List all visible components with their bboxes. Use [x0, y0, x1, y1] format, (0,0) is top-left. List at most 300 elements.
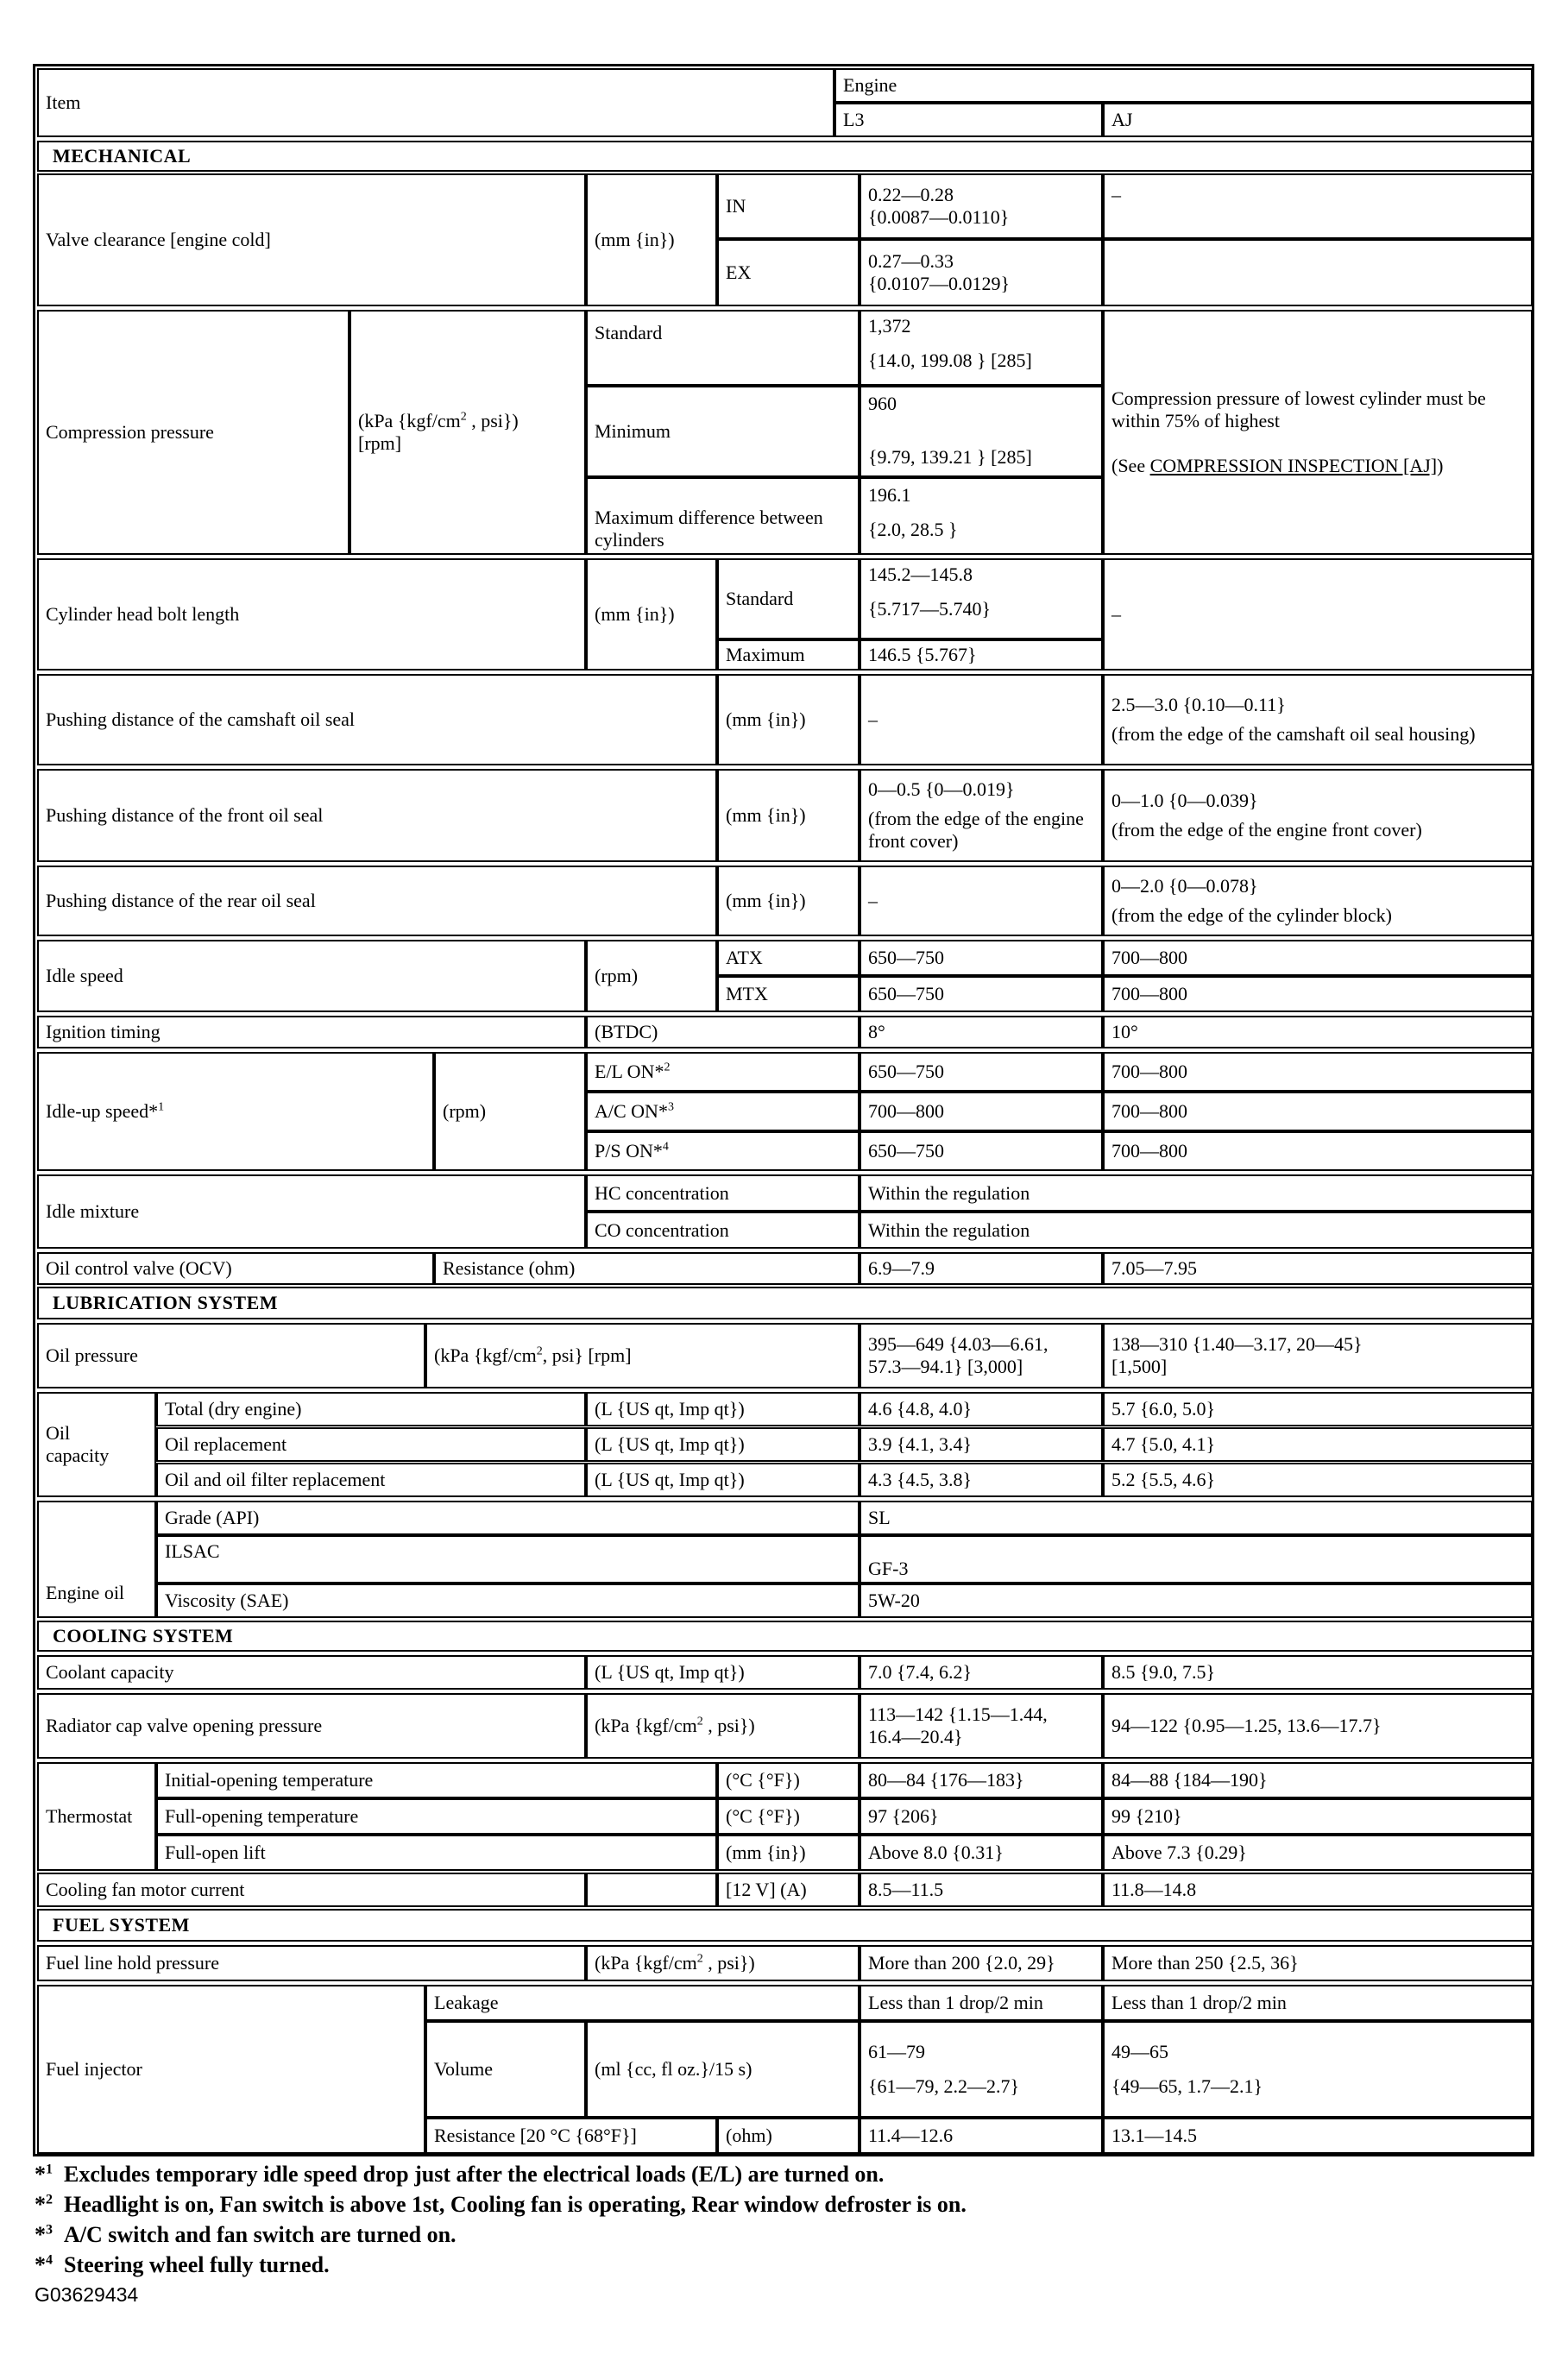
idle-speed-unit-text: (rpm) — [595, 965, 639, 986]
injector-volume-l3 — [860, 2021, 1103, 2118]
oilpressure-l3-line1: 395—649 {4.03—6.61, — [868, 1333, 1048, 1355]
thermo-lift-unit-text: (mm {in}) — [726, 1842, 806, 1863]
section-mechanical-title: MECHANICAL — [53, 145, 192, 167]
radcap-unit-line — [595, 1715, 851, 1737]
thermo-full — [156, 1798, 717, 1835]
mixture-co-value — [860, 1212, 1533, 1249]
thermo-lift-unit — [717, 1835, 860, 1871]
footnote-4-text: Steering wheel fully turned. — [64, 2252, 330, 2277]
frontseal-aj — [1103, 769, 1533, 862]
thermo-init — [156, 1762, 717, 1798]
compression-min-other: {9.79, 139.21 } [285] — [868, 446, 1032, 468]
valve-ex-l3 — [860, 239, 1103, 306]
ignition-label — [37, 1016, 586, 1048]
camseal-aj-note: (from the edge of the camshaft oil seal housing) — [1111, 723, 1476, 745]
rearseal-l3 — [860, 866, 1103, 936]
radcap-unit-a: (kPa {kgf/cm — [595, 1715, 697, 1736]
idleup-sup: 1 — [158, 1100, 165, 1114]
coolant-l3-text: 7.0 {7.4, 6.2} — [868, 1661, 973, 1683]
rearseal-unit-text: (mm {in}) — [726, 890, 806, 911]
oilcap-filter-unit-text: (L {US qt, Imp qt}) — [595, 1469, 745, 1490]
oilpressure-unit-b: , psi} [rpm] — [542, 1344, 632, 1366]
oilcap-label-oil: Oil — [46, 1422, 71, 1444]
oilcap-repl — [156, 1427, 586, 1462]
camseal-unit-text: (mm {in}) — [726, 708, 806, 730]
idleup-ac — [586, 1092, 860, 1131]
idleup-ps-aj — [1103, 1131, 1533, 1171]
oilpressure-unit-a: (kPa {kgf/cm — [434, 1344, 537, 1366]
oilcap-filter-l3 — [860, 1463, 1103, 1497]
ignition-text: Ignition timing — [46, 1021, 161, 1042]
oilcap-total-unit-text: (L {US qt, Imp qt}) — [595, 1398, 745, 1420]
fan-unit — [717, 1873, 860, 1907]
compression-std-kpa: 1,372 — [868, 315, 911, 337]
radcap-aj — [1103, 1693, 1533, 1759]
header-item-label: Item — [46, 91, 81, 113]
engineoil-viscosity-value-text: 5W-20 — [868, 1590, 920, 1611]
oilcap-repl-unit-text: (L {US qt, Imp qt}) — [595, 1433, 745, 1455]
valve-clearance-text: Valve clearance [engine cold] — [46, 229, 271, 250]
compression-std-other: {14.0, 199.08 } [285] — [868, 349, 1032, 371]
valve-ex-l3-range: 0.27—0.33 — [868, 250, 954, 272]
footnote-1: *$^1$ Excludes temporary idle speed drop just after the electrical loads (E/L) are turned on. — [35, 2162, 885, 2187]
headbolt-std-mm: 145.2—145.8 — [868, 563, 973, 585]
header-engine-label: Engine — [843, 74, 897, 96]
header-l3 — [834, 103, 1103, 137]
coolant-unit-text: (L {US qt, Imp qt}) — [595, 1661, 745, 1683]
headbolt-std-in: {5.717—5.740} — [868, 598, 992, 620]
compression-unit-a: (kPa {kgf/cm — [358, 410, 461, 431]
fuelhold-aj-text: More than 250 {2.5, 36} — [1111, 1952, 1299, 1974]
idle-atx — [717, 940, 860, 976]
oilcap-filter-l3-text: 4.3 {4.5, 3.8} — [868, 1469, 973, 1490]
section-cooling-title: COOLING SYSTEM — [53, 1625, 234, 1646]
rearseal-unit — [717, 866, 860, 936]
injector-leak-l3 — [860, 1985, 1103, 2021]
coolant-aj-text: 8.5 {9.0, 7.5} — [1111, 1661, 1216, 1683]
fuelhold-text: Fuel line hold pressure — [46, 1952, 220, 1974]
idleup-text: Idle-up speed* — [46, 1100, 159, 1122]
injector-volume-text: Volume — [434, 2058, 494, 2080]
headbolt-standard — [717, 558, 860, 639]
idleup-ac-line — [595, 1100, 851, 1123]
idleup-el-l3 — [860, 1052, 1103, 1092]
compression-label — [37, 310, 349, 555]
headbolt-label — [37, 558, 586, 671]
injector-volume — [425, 2021, 586, 2118]
rearseal-label — [37, 866, 717, 936]
valve-in-l3-range: 0.22—0.28 — [868, 184, 954, 205]
thermo-full-l3 — [860, 1798, 1103, 1835]
fan-l3 — [860, 1873, 1103, 1907]
idleup-unit-text: (rpm) — [443, 1100, 487, 1122]
header-aj-label: AJ — [1111, 109, 1133, 130]
injector-resistance-aj — [1103, 2118, 1533, 2154]
coolant-l3 — [860, 1655, 1103, 1690]
ignition-l3-text: 8° — [868, 1021, 885, 1042]
compression-aj-see-prefix: (See — [1111, 455, 1150, 476]
oilcap-repl-l3-text: 3.9 {4.1, 3.4} — [868, 1433, 973, 1455]
rearseal-aj-note: (from the edge of the cylinder block) — [1111, 904, 1392, 926]
section-fuel-title: FUEL SYSTEM — [53, 1914, 190, 1936]
engineoil-ilsac-value — [860, 1535, 1533, 1583]
mixture-hc-value — [860, 1174, 1533, 1212]
radcap-unit-sup: 2 — [696, 1715, 703, 1728]
idleup-ac-text: A/C ON* — [595, 1100, 668, 1122]
idle-mtx-aj — [1103, 976, 1533, 1012]
footnote-4: *$^4$ Steering wheel fully turned. — [35, 2252, 330, 2277]
idle-mtx-l3-text: 650—750 — [868, 983, 944, 1004]
ocv-unit — [434, 1252, 860, 1285]
radcap-l3 — [860, 1693, 1103, 1759]
thermo-full-aj-text: 99 {210} — [1111, 1805, 1182, 1827]
section-cooling — [37, 1621, 1533, 1652]
headbolt-aj-text: – — [1111, 603, 1121, 625]
radcap-text: Radiator cap valve opening pressure — [46, 1715, 323, 1736]
idleup-ac-l3-text: 700—800 — [868, 1100, 944, 1122]
idle-mtx-text: MTX — [726, 983, 768, 1004]
engineoil-grade — [156, 1501, 860, 1535]
oilcap-filter-text: Oil and oil filter replacement — [165, 1469, 386, 1490]
compression-inspection-link[interactable]: COMPRESSION INSPECTION [AJ] — [1149, 455, 1438, 476]
idle-atx-l3 — [860, 940, 1103, 976]
camseal-l3-text: – — [868, 708, 878, 730]
header-aj — [1103, 103, 1533, 137]
mixture-text: Idle mixture — [46, 1200, 140, 1222]
mixture-co — [586, 1212, 860, 1249]
idleup-label — [37, 1052, 434, 1171]
injector-resistance-aj-text: 13.1—14.5 — [1111, 2125, 1197, 2146]
idleup-el-sup: 2 — [664, 1061, 671, 1074]
footnote-3-mark: 3 — [46, 2222, 53, 2238]
oilpressure-unit — [425, 1323, 860, 1388]
engineoil-ilsac — [156, 1535, 860, 1583]
footnote-4-mark: 4 — [46, 2252, 53, 2268]
idleup-ps-l3-text: 650—750 — [868, 1140, 944, 1162]
oilcap-filter — [156, 1463, 586, 1497]
footnote-3-text: A/C switch and fan switch are turned on. — [64, 2222, 457, 2247]
engineoil-viscosity-value — [860, 1583, 1533, 1618]
figure-id: G03629434 — [35, 2283, 139, 2306]
oilcap-label — [37, 1392, 156, 1497]
camseal-aj — [1103, 674, 1533, 765]
thermo-full-unit — [717, 1798, 860, 1835]
oilcap-total — [156, 1392, 586, 1426]
compression-maxdiff-l3 — [860, 477, 1103, 555]
fuelhold-unit-a: (kPa {kgf/cm — [595, 1952, 697, 1974]
frontseal-l3-note: (from the edge of the engine front cover) — [868, 808, 1084, 852]
engineoil-grade-value — [860, 1501, 1533, 1535]
injector-leak-l3-text: Less than 1 drop/2 min — [868, 1992, 1043, 2013]
footnote-3: *$^3$ A/C switch and fan switch are turned on. — [35, 2222, 457, 2247]
fuelhold-l3-text: More than 200 {2.0, 29} — [868, 1952, 1055, 1974]
coolant-unit — [586, 1655, 860, 1690]
oilcap-total-unit — [586, 1392, 860, 1426]
idleup-ps-sup: 4 — [662, 1140, 669, 1154]
engineoil-grade-value-text: SL — [868, 1507, 891, 1528]
injector-vol-l3-ml: 61—79 — [868, 2041, 925, 2062]
fan-label — [37, 1873, 586, 1907]
footnote-2-mark: 2 — [46, 2192, 53, 2207]
oilcap-filter-unit — [586, 1463, 860, 1497]
oilpressure-unit-line — [434, 1344, 851, 1367]
idle-mtx — [717, 976, 860, 1012]
oilcap-repl-aj-text: 4.7 {5.0, 4.1} — [1111, 1433, 1216, 1455]
headbolt-standard-l3 — [860, 558, 1103, 639]
thermo-full-l3-text: 97 {206} — [868, 1805, 939, 1827]
ignition-unit-text: (BTDC) — [595, 1021, 658, 1042]
header-l3-label: L3 — [843, 109, 865, 130]
radcap-l3-line2: 16.4—20.4} — [868, 1726, 963, 1747]
oilcap-repl-l3 — [860, 1427, 1103, 1462]
idle-atx-aj-text: 700—800 — [1111, 947, 1187, 968]
frontseal-unit-text: (mm {in}) — [726, 804, 806, 826]
footnote-2: *$^2$ Headlight is on, Fan switch is above 1st, Cooling fan is operating, Rear window defroster is on. — [35, 2192, 967, 2217]
compression-aj-see-suffix: ) — [1437, 455, 1444, 476]
oilpressure-text: Oil pressure — [46, 1344, 138, 1366]
footnote-2-text: Headlight is on, Fan switch is above 1st, Cooling fan is operating, Rear window defroster is on. — [64, 2192, 967, 2217]
valve-clearance-label — [37, 173, 586, 306]
radcap-label — [37, 1693, 586, 1759]
thermo-init-l3-text: 80—84 {176—183} — [868, 1769, 1024, 1791]
header-engine — [834, 68, 1533, 103]
section-mechanical — [37, 141, 1533, 172]
fuelhold-l3 — [860, 1945, 1103, 1981]
frontseal-l3 — [860, 769, 1103, 862]
oilcap-repl-text: Oil replacement — [165, 1433, 287, 1455]
oilcap-label-capacity: capacity — [46, 1445, 110, 1466]
engineoil-ilsac-value-text: GF-3 — [868, 1558, 909, 1579]
engineoil-text: Engine oil — [46, 1582, 125, 1603]
valve-in-l3 — [860, 173, 1103, 239]
headbolt-max-value: 146.5 {5.767} — [868, 644, 977, 665]
headbolt-unit — [586, 558, 717, 671]
rearseal-aj — [1103, 866, 1533, 936]
frontseal-aj-note: (from the edge of the engine front cover) — [1111, 819, 1422, 841]
oilpressure-l3-line2: 57.3—94.1} [3,000] — [868, 1356, 1023, 1377]
ocv-aj-text: 7.05—7.95 — [1111, 1257, 1197, 1279]
idleup-unit — [434, 1052, 586, 1171]
compression-maxdiff-text: Maximum difference between cylinders — [595, 507, 823, 551]
compression-minimum — [586, 386, 860, 477]
oilpressure-aj-line1: 138—310 {1.40—3.17, 20—45} — [1111, 1333, 1363, 1355]
specification-table — [33, 64, 1534, 2156]
engineoil-grade-text: Grade (API) — [165, 1507, 260, 1528]
ignition-aj-text: 10° — [1111, 1021, 1138, 1042]
idleup-el-text: E/L ON* — [595, 1061, 664, 1082]
thermo-full-unit-text: (°C {°F}) — [726, 1805, 800, 1827]
mixture-co-text: CO concentration — [595, 1218, 729, 1241]
section-fuel — [37, 1909, 1533, 1942]
section-lubrication — [37, 1287, 1533, 1319]
thermo-init-aj — [1103, 1762, 1533, 1798]
idle-atx-l3-text: 650—750 — [868, 947, 944, 968]
camseal-aj-value: 2.5—3.0 {0.10—0.11} — [1111, 694, 1286, 715]
oilcap-total-l3 — [860, 1392, 1103, 1426]
thermo-init-l3 — [860, 1762, 1103, 1798]
idleup-el-aj-text: 700—800 — [1111, 1061, 1187, 1082]
idle-mtx-l3 — [860, 976, 1103, 1012]
ignition-l3 — [860, 1016, 1103, 1048]
frontseal-text: Pushing distance of the front oil seal — [46, 804, 324, 826]
radcap-aj-text: 94—122 {0.95—1.25, 13.6—17.7} — [1111, 1715, 1382, 1736]
radcap-l3-line1: 113—142 {1.15—1.44, — [868, 1703, 1048, 1725]
valve-ex-l3-inch: {0.0107—0.0129} — [868, 273, 1011, 294]
compression-text: Compression pressure — [46, 421, 214, 443]
frontseal-unit — [717, 769, 860, 862]
oilcap-repl-aj — [1103, 1427, 1533, 1462]
injector-volume-unit-text: (ml {cc, fl oz.}/15 s) — [595, 2058, 753, 2080]
injector-volume-aj — [1103, 2021, 1533, 2118]
compression-aj-see — [1111, 455, 1527, 477]
compression-maxd-kpa: 196.1 — [868, 484, 911, 506]
compression-aj-note: Compression pressure of lowest cylinder must be within 75% of highest — [1111, 387, 1486, 431]
coolant-text: Coolant capacity — [46, 1661, 174, 1683]
valve-clearance-unit-text: (mm {in}) — [595, 229, 675, 250]
camseal-unit — [717, 674, 860, 765]
fan-aj — [1103, 1873, 1533, 1907]
valve-in-aj-text: – — [1111, 184, 1121, 205]
fuelhold-aj — [1103, 1945, 1533, 1981]
injector-resistance — [425, 2118, 717, 2154]
injector-leak — [425, 1985, 860, 2021]
injector-vol-aj-other: {49—65, 1.7—2.1} — [1111, 2075, 1263, 2097]
thermo-lift-l3-text: Above 8.0 {0.31} — [868, 1842, 1004, 1863]
injector-vol-aj-ml: 49—65 — [1111, 2041, 1168, 2062]
idle-mtx-aj-text: 700—800 — [1111, 983, 1187, 1004]
injector-leak-text: Leakage — [434, 1992, 499, 2013]
rearseal-aj-value: 0—2.0 {0—0.078} — [1111, 875, 1258, 897]
idle-speed-unit — [586, 940, 717, 1012]
thermo-lift — [156, 1835, 717, 1871]
compression-standard-l3 — [860, 310, 1103, 386]
fan-l3-text: 8.5—11.5 — [868, 1879, 944, 1900]
coolant-aj — [1103, 1655, 1533, 1690]
compression-min-kpa: 960 — [868, 393, 897, 414]
ocv-text: Oil control valve (OCV) — [46, 1257, 232, 1279]
oilcap-total-l3-text: 4.6 {4.8, 4.0} — [868, 1398, 973, 1420]
mixture-label — [37, 1174, 586, 1249]
footnote-1-text: Excludes temporary idle speed drop just after the electrical loads (E/L) are turned on. — [64, 2162, 885, 2187]
fuelhold-unit-line — [595, 1952, 851, 1974]
compression-unit-b: , psi}) — [466, 410, 519, 431]
valve-clearance-unit — [586, 173, 717, 306]
idleup-el-l3-text: 650—750 — [868, 1061, 944, 1082]
compression-aj — [1103, 310, 1533, 555]
thermo-init-aj-text: 84—88 {184—190} — [1111, 1769, 1268, 1791]
compression-minimum-l3 — [860, 386, 1103, 477]
oilpressure-unit-sup: 2 — [536, 1344, 543, 1358]
idle-atx-aj — [1103, 940, 1533, 976]
injector-vol-l3-other: {61—79, 2.2—2.7} — [868, 2075, 1020, 2097]
thermo-init-unit-text: (°C {°F}) — [726, 1769, 800, 1791]
ocv-l3 — [860, 1252, 1103, 1285]
idleup-ps-text: P/S ON* — [595, 1140, 663, 1162]
injector-volume-unit — [586, 2021, 860, 2118]
injector-leak-aj-text: Less than 1 drop/2 min — [1111, 1992, 1287, 2013]
ocv-label — [37, 1252, 434, 1285]
frontseal-l3-value: 0—0.5 {0—0.019} — [868, 778, 1015, 800]
oilpressure-label — [37, 1323, 425, 1388]
idleup-ps — [586, 1131, 860, 1171]
ocv-unit-text: Resistance (ohm) — [443, 1257, 576, 1279]
valve-in-aj — [1103, 173, 1533, 239]
fuelhold-unit-b: , psi}) — [702, 1952, 755, 1974]
frontseal-aj-value: 0—1.0 {0—0.039} — [1111, 790, 1258, 811]
coolant-label — [37, 1655, 586, 1690]
ocv-aj — [1103, 1252, 1533, 1285]
oilpressure-aj-line2: [1,500] — [1111, 1356, 1168, 1377]
injector-resistance-l3 — [860, 2118, 1103, 2154]
injector-resistance-unit-text: (ohm) — [726, 2125, 772, 2146]
engineoil-viscosity-text: Viscosity (SAE) — [165, 1590, 289, 1611]
oilcap-filter-aj-text: 5.2 {5.5, 4.6} — [1111, 1469, 1216, 1490]
engineoil-ilsac-text: ILSAC — [165, 1540, 220, 1562]
ignition-unit — [586, 1016, 860, 1048]
headbolt-aj — [1103, 558, 1533, 671]
mixture-co-value-text: Within the regulation — [868, 1218, 1030, 1241]
headbolt-standard-text: Standard — [726, 588, 794, 609]
compression-unit-line — [358, 410, 577, 432]
thermostat-label — [37, 1762, 156, 1871]
idleup-ps-aj-text: 700—800 — [1111, 1140, 1187, 1162]
idleup-el-aj — [1103, 1052, 1533, 1092]
fuelhold-unit-sup: 2 — [696, 1952, 703, 1966]
valve-in — [717, 173, 860, 239]
thermo-init-unit — [717, 1762, 860, 1798]
headbolt-text: Cylinder head bolt length — [46, 603, 240, 625]
fan-unit-text: [12 V] (A) — [726, 1879, 807, 1900]
compression-maxdiff — [586, 477, 860, 555]
engineoil-viscosity — [156, 1583, 860, 1618]
headbolt-maximum-l3 — [860, 639, 1103, 671]
compression-standard — [586, 310, 860, 386]
thermo-lift-aj-text: Above 7.3 {0.29} — [1111, 1842, 1247, 1863]
idleup-label-line — [46, 1100, 425, 1123]
headbolt-unit-text: (mm {in}) — [595, 603, 675, 625]
camseal-l3 — [860, 674, 1103, 765]
idleup-ps-l3 — [860, 1131, 1103, 1171]
thermo-init-text: Initial-opening temperature — [165, 1769, 374, 1791]
valve-ex — [717, 239, 860, 306]
footnotes — [35, 2159, 1536, 2280]
idleup-ac-aj-text: 700—800 — [1111, 1100, 1187, 1122]
mixture-hc-value-text: Within the regulation — [868, 1181, 1030, 1204]
idle-atx-text: ATX — [726, 947, 763, 968]
engineoil-label — [37, 1501, 156, 1618]
compression-unit — [349, 310, 586, 555]
camseal-text: Pushing distance of the camshaft oil seal — [46, 708, 356, 730]
compression-standard-text: Standard — [595, 322, 663, 343]
idleup-ac-aj — [1103, 1092, 1533, 1131]
ignition-aj — [1103, 1016, 1533, 1048]
compression-minimum-text: Minimum — [595, 420, 671, 442]
radcap-unit — [586, 1693, 860, 1759]
injector-resistance-unit — [717, 2118, 860, 2154]
oilpressure-aj — [1103, 1323, 1533, 1388]
headbolt-maximum-text: Maximum — [726, 644, 805, 665]
idleup-ps-line — [595, 1140, 851, 1162]
fuelhold-unit — [586, 1945, 860, 1981]
oilcap-total-aj — [1103, 1392, 1533, 1426]
idleup-ac-l3 — [860, 1092, 1103, 1131]
idleup-ac-sup: 3 — [667, 1100, 674, 1114]
headbolt-maximum — [717, 639, 860, 671]
oilcap-total-aj-text: 5.7 {6.0, 5.0} — [1111, 1398, 1216, 1420]
injector-resistance-l3-text: 11.4—12.6 — [868, 2125, 954, 2146]
injector-label — [37, 1985, 425, 2154]
injector-resistance-text: Resistance [20 °C {68°F}] — [434, 2125, 637, 2146]
